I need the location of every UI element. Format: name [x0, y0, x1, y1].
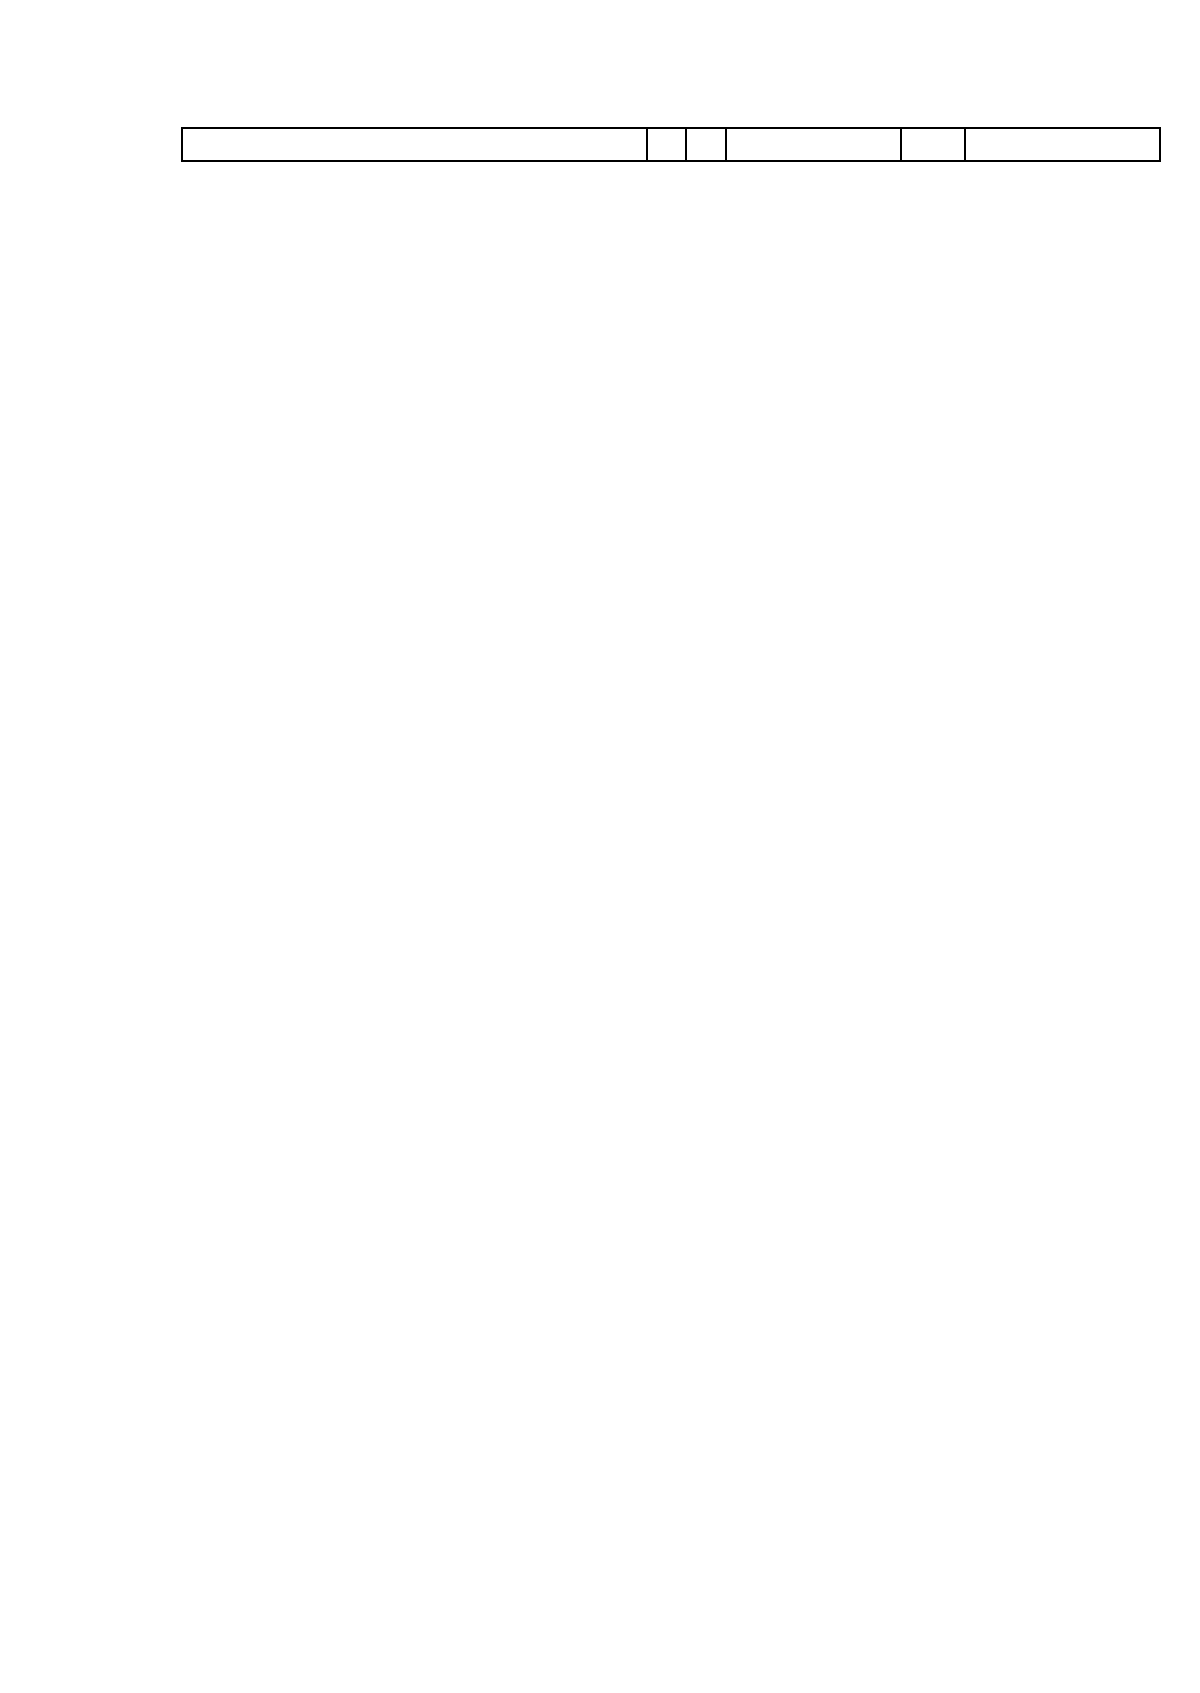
header-col-4 [727, 129, 902, 160]
header-col-5 [902, 129, 966, 160]
header-col-1 [183, 129, 648, 160]
header-col-3 [687, 129, 727, 160]
table-header [181, 127, 1161, 162]
header-col-2 [648, 129, 687, 160]
header-col-6 [966, 129, 1159, 160]
